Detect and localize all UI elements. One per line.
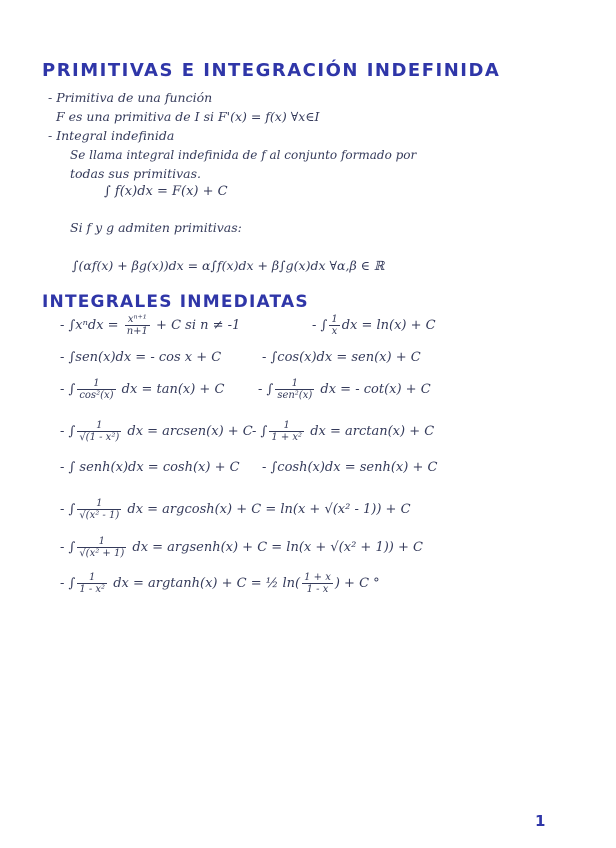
fraction [275,378,314,401]
formula-text: dx = arcsen(x) + C [123,424,253,439]
linearity-text: Si f y g admiten primitivas: [70,220,242,235]
fraction-denominator: √(1 - x²) [79,432,120,443]
formula-text: - ∫ senh(x)dx = cosh(x) + C [60,460,240,475]
indefinite-integral-formula: ∫ f(x)dx = F(x) + C [104,184,228,199]
fraction-denominator: 1 - x [306,584,329,595]
formula-text: - ∫ [60,502,76,517]
page-title: PRIMITIVAS E INTEGRACIÓN INDEFINIDA [42,60,501,81]
formula-text: - ∫cos(x)dx = sen(x) + C [262,350,421,365]
formula-text: ) + C ° [334,576,380,591]
integral-formula [60,378,224,401]
integral-formula [60,350,221,365]
formula-text: dx = arctan(x) + C [306,424,435,439]
formula-text: - ∫ [252,424,268,439]
fraction [77,498,121,521]
integral-formula [60,314,240,337]
integral-formula [258,378,431,401]
section-title: INTEGRALES INMEDIATAS [42,292,309,312]
fraction-denominator: √(x² - 1) [79,510,120,521]
fraction-denominator: cos²(x) [79,390,114,401]
fraction [77,536,126,559]
fraction-numerator: 1 [77,572,107,584]
integral-formula [252,420,434,443]
fraction-denominator: √(x² + 1) [79,548,125,559]
fraction-numerator: 1 [77,378,115,390]
formula-text: - ∫ [258,382,274,397]
linearity-formula: ∫(αf(x) + βg(x))dx = α∫f(x)dx + β∫g(x)dx ∀α,β ∈ ℝ [72,258,385,273]
formula-text: - ∫sen(x)dx = - cos x + C [60,350,222,365]
fraction [269,420,304,443]
fraction-numerator: 1 [77,498,121,510]
indefinite-heading: - Integral indefinida [48,128,175,143]
fraction-denominator: n+1 [126,326,148,337]
formula-text: - ∫ [312,318,328,333]
fraction [329,314,339,337]
formula-text: - ∫ [60,540,76,555]
integral-formula [262,460,437,475]
fraction [302,572,333,595]
fraction-numerator: 1 [77,420,121,432]
fraction-numerator: 1 [269,420,304,432]
integral-formula [60,572,380,595]
integral-formula [60,536,423,559]
fraction [125,314,150,337]
formula-text: dx = ln(x) + C [341,318,436,333]
fraction-denominator: sen²(x) [277,390,313,401]
fraction [77,420,121,443]
indefinite-definition-line-2: todas sus primitivas. [70,166,201,181]
formula-text: - ∫ [60,576,76,591]
formula-text: + C si n ≠ -1 [151,318,241,333]
integral-formula [262,350,421,365]
indefinite-definition-line-1: Se llama integral indefinida de f al conjunto formado por [70,148,417,162]
formula-text: - ∫ [60,382,76,397]
fraction [77,378,115,401]
fraction-numerator: 1 + x [304,572,331,583]
fraction-denominator: x [331,326,338,337]
formula-text: dx = tan(x) + C [117,382,225,397]
primitive-heading: - Primitiva de una función [48,90,213,105]
formula-text: - ∫cosh(x)dx = senh(x) + C [262,460,438,475]
formula-text: - ∫ [60,424,76,439]
formula-text: dx = argtanh(x) + C = ½ ln( [109,576,301,591]
integral-formula [60,498,411,521]
formula-text: - ∫xⁿdx = [60,318,123,333]
fraction-denominator: 1 - x² [79,584,106,595]
formula-text: dx = argsenh(x) + C = ln(x + √(x² + 1)) + C [128,540,423,555]
primitive-definition: F es una primitiva de I si F'(x) = f(x) ∀x∈I [56,109,320,124]
integral-formula [60,460,240,475]
formula-text: dx = - cot(x) + C [316,382,431,397]
formula-text: dx = argcosh(x) + C = ln(x + √(x² - 1)) + C [123,502,411,517]
fraction-denominator: 1 + x² [271,432,303,443]
fraction [77,572,107,595]
fraction-numerator: 1 [77,536,126,548]
integral-formula [312,314,436,337]
fraction-numerator: 1 [275,378,314,390]
fraction-numerator: xⁿ⁺¹ [125,314,150,326]
integral-formula [60,420,253,443]
page-number: 1 [535,812,546,830]
fraction-numerator: 1 [331,314,338,325]
